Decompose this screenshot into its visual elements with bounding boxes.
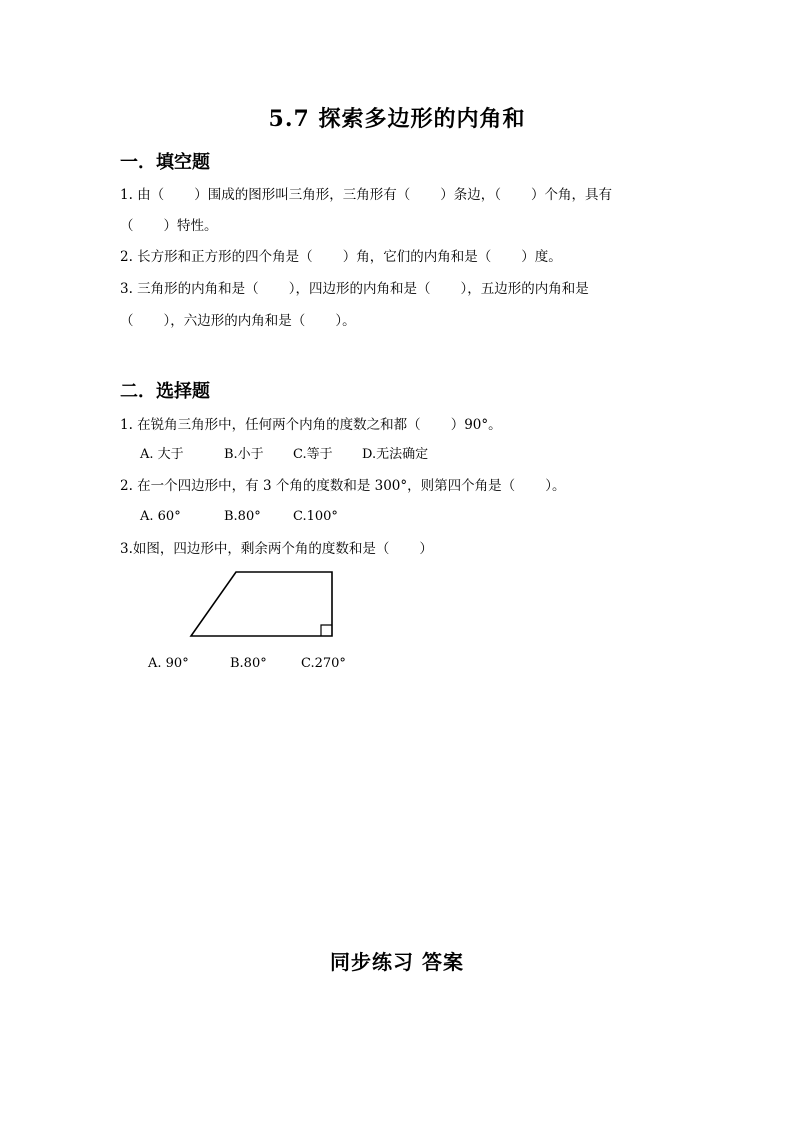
choice-question-2-option-c: C.100°	[293, 509, 338, 524]
choice-question-3-option-a: A. 90°	[148, 656, 189, 671]
choice-question-2: 2. 在一个四边形中，有 3 个角的度数和是 300°，则第四个角是（ ）。	[120, 478, 566, 494]
choice-question-3-option-c: C.270°	[301, 656, 346, 671]
page-title: 5.7 探索多边形的内角和	[268, 106, 526, 132]
choice-question-1-option-b: B.小于	[224, 447, 264, 462]
choice-question-3: 3.如图，四边形中，剩余两个角的度数和是（ ）	[120, 541, 433, 557]
choice-question-1-option-c: C.等于	[293, 447, 333, 462]
fill-question-3-line-1: 3. 三角形的内角和是（ ），四边形的内角和是（ ），五边形的内角和是	[120, 281, 589, 297]
fill-question-1-line-2: （ ）特性。	[120, 218, 218, 234]
fill-question-2: 2. 长方形和正方形的四个角是（ ）角，它们的内角和是（ ）度。	[120, 249, 562, 265]
right-angle-marker	[321, 625, 332, 636]
choice-question-1-option-a: A. 大于	[140, 447, 184, 462]
answer-section-title: 同步练习 答案	[330, 950, 464, 974]
quadrilateral-figure	[185, 566, 337, 642]
choice-question-2-option-b: B.80°	[224, 509, 261, 524]
choice-section-heading: 二．选择题	[120, 381, 210, 402]
choice-question-3-option-b: B.80°	[230, 656, 267, 671]
fill-question-1-line-1: 1. 由（ ）围成的图形叫三角形，三角形有（ ）条边，（ ）个角，具有	[120, 187, 613, 203]
fill-question-3-line-2: （ ），六边形的内角和是（ ）。	[120, 313, 356, 329]
choice-question-1-option-d: D.无法确定	[362, 447, 429, 462]
choice-question-2-option-a: A. 60°	[140, 509, 181, 524]
choice-question-1: 1. 在锐角三角形中，任何两个内角的度数之和都（ ）90°。	[120, 417, 502, 433]
fill-section-heading: 一．填空题	[120, 152, 210, 173]
trapezoid-shape	[191, 572, 332, 636]
